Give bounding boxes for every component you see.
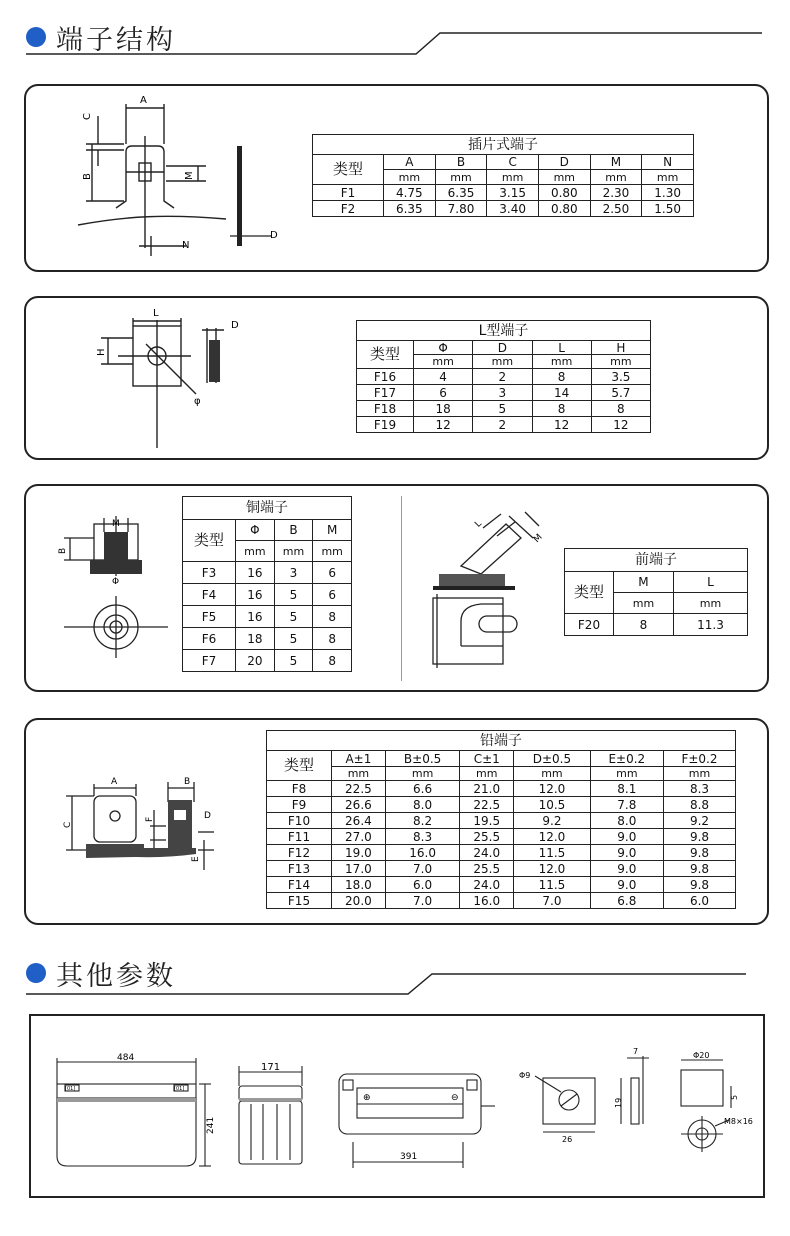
label-m: M [532,532,545,545]
dim-length: 484 [117,1053,135,1063]
table-cell: 8 [313,650,352,672]
lead-terminal-table [266,730,736,909]
label-c: C [63,821,73,828]
unit-cell: mm [590,170,642,185]
table-cell: 4 [414,369,473,385]
col-header: B [274,520,313,541]
label-d: D [270,230,278,241]
row-type: F18 [357,401,414,417]
table-cell: 3.40 [487,201,539,217]
row-type: F14 [267,877,332,893]
unit-cell: mm [236,541,275,562]
unit-cell: mm [673,593,747,614]
unit-cell: mm [384,170,436,185]
table-cell: 6.35 [435,185,487,201]
col-header: D [538,155,590,170]
table-cell: 12.0 [514,829,591,845]
table-caption: 铅端子 [267,731,736,751]
table-cell: 10.5 [514,797,591,813]
row-type: F12 [267,845,332,861]
unit-cell: mm [332,767,386,781]
col-header: C [487,155,539,170]
table-row [267,797,736,813]
table-cell: 18 [414,401,473,417]
positive-terminal-icon: ⊕ [363,1093,371,1103]
table-cell: 6 [313,562,352,584]
table-row [183,562,352,584]
col-header: M [614,572,674,593]
panel-copper-front-terminal [24,484,769,692]
table-cell: 12.0 [514,861,591,877]
table-row [183,628,352,650]
type-header: 类型 [565,572,614,614]
table-cell: 16 [236,584,275,606]
table-cell: 9.0 [590,829,663,845]
table-cell: 6 [414,385,473,401]
col-header: B±0.5 [385,751,460,767]
copper-terminal-diagram [26,486,186,686]
table-cell: 12 [414,417,473,433]
section-title: 其他参数 [56,961,176,992]
table-cell: 5 [274,606,313,628]
table-cell: 11.5 [514,877,591,893]
table-row [267,861,736,877]
col-header: N [642,155,694,170]
table-cell: 3 [274,562,313,584]
l-terminal-diagram [26,298,346,458]
row-type: F4 [183,584,236,606]
table-cell: 8.2 [385,813,460,829]
table-row [267,893,736,909]
table-cell: 7.0 [385,861,460,877]
table-row [267,877,736,893]
table-cell: 9.8 [663,877,735,893]
table-cell: 5 [274,584,313,606]
table-cell: 17.0 [332,861,386,877]
l-terminal-table [356,320,651,433]
unit-cell: mm [590,767,663,781]
table-cell: 16 [236,562,275,584]
table-cell: 2 [473,369,532,385]
lead-terminal-diagram [26,720,266,920]
col-header: C±1 [460,751,514,767]
col-header: A [384,155,436,170]
row-type: F5 [183,606,236,628]
label-a: A [140,95,147,106]
type-header: 类型 [183,520,236,562]
table-cell: 3.15 [487,185,539,201]
label-d: D [204,811,211,821]
row-type: F2 [313,201,384,217]
table-cell: 18 [236,628,275,650]
table-cell: 9.8 [663,845,735,861]
table-cell: 25.5 [460,861,514,877]
unit-cell: mm [473,355,532,369]
table-cell: 19.0 [332,845,386,861]
table-row [267,781,736,797]
unit-cell: mm [274,541,313,562]
label-phi: φ [194,396,201,407]
table-cell: 8.3 [663,781,735,797]
table-row [183,584,352,606]
table-row [357,417,651,433]
terminal-tag-right: [01] [174,1086,185,1092]
row-type: F13 [267,861,332,877]
label-a: A [111,777,118,787]
label-m: M [184,171,195,180]
table-row [357,369,651,385]
label-n: N [182,240,190,251]
row-type: F10 [267,813,332,829]
col-header: M [590,155,642,170]
table-cell: 12 [532,417,591,433]
table-cell: 24.0 [460,877,514,893]
dimension-drawing-frame [29,1014,765,1198]
table-cell: 1.50 [642,201,694,217]
table-cell: 7.80 [435,201,487,217]
label-b: B [82,173,93,180]
table-cell: 0.80 [538,201,590,217]
table-row [183,606,352,628]
unit-cell: mm [532,355,591,369]
label-e: E [191,856,201,862]
table-row [565,614,748,636]
table-cell: 6.0 [663,893,735,909]
unit-cell: mm [414,355,473,369]
unit-cell: mm [514,767,591,781]
col-header: F±0.2 [663,751,735,767]
col-header: L [532,341,591,355]
table-cell: 19.5 [460,813,514,829]
copper-terminal-table [182,496,352,672]
row-type: F3 [183,562,236,584]
unit-cell: mm [642,170,694,185]
table-cell: 5 [274,628,313,650]
row-type: F8 [267,781,332,797]
table-cell: 22.5 [460,797,514,813]
table-cell: 9.2 [514,813,591,829]
table-row [267,813,736,829]
label-b: B [58,547,68,554]
terminal-tag-left: [01] [65,1086,76,1092]
table-cell: 8 [313,606,352,628]
dim-terminal-height: 19 [614,1097,623,1108]
label-b: B [184,777,191,787]
table-cell: 8.0 [385,797,460,813]
front-terminal-table [564,548,748,636]
label-phi: Φ [112,577,120,587]
dim-terminal-width: 26 [562,1135,573,1144]
table-cell: 0.80 [538,185,590,201]
table-cell: 9.0 [590,877,663,893]
front-terminal-diagram [421,486,561,686]
insert-terminal-table [312,134,694,217]
table-cell: 7.0 [385,893,460,909]
table-cell: 5 [473,401,532,417]
col-header: D [473,341,532,355]
row-type: F19 [357,417,414,433]
row-type: F7 [183,650,236,672]
table-cell: 9.0 [590,861,663,877]
table-cell: 20.0 [332,893,386,909]
col-header: Φ [414,341,473,355]
table-cell: 11.3 [673,614,747,636]
type-header: 类型 [267,751,332,781]
table-cell: 8 [614,614,674,636]
table-cell: 21.0 [460,781,514,797]
unit-cell: mm [435,170,487,185]
table-cell: 16.0 [460,893,514,909]
section-header-structure [0,0,790,60]
panel-lead-terminal [24,718,769,925]
label-m: M [112,519,120,529]
table-cell: 6.6 [385,781,460,797]
row-type: F11 [267,829,332,845]
table-cell: 9.8 [663,861,735,877]
table-cell: 8 [532,369,591,385]
col-header: E±0.2 [590,751,663,767]
dim-inner-length: 391 [400,1152,418,1162]
col-header: Φ [236,520,275,541]
negative-terminal-icon: ⊖ [451,1093,459,1103]
table-cell: 6 [313,584,352,606]
table-cell: 5 [274,650,313,672]
table-cell: 9.2 [663,813,735,829]
table-cell: 3 [473,385,532,401]
table-row [183,650,352,672]
table-cell: 18.0 [332,877,386,893]
row-type: F9 [267,797,332,813]
table-row [313,185,694,201]
dim-bolt-diameter: Φ20 [693,1051,710,1060]
vertical-divider [401,496,402,681]
row-type: F15 [267,893,332,909]
table-cell: 6.35 [384,201,436,217]
panel-insert-terminal [24,84,769,272]
table-cell: 26.6 [332,797,386,813]
table-caption: 插片式端子 [313,135,694,155]
header-rule [0,0,790,60]
table-row [267,845,736,861]
table-cell: 9.0 [590,845,663,861]
section-title: 端子结构 [56,25,176,56]
label-d: D [231,320,239,331]
label-h: H [96,348,107,356]
table-cell: 14 [532,385,591,401]
panel-l-terminal [24,296,769,460]
table-cell: 16.0 [385,845,460,861]
table-caption: L型端子 [357,321,651,341]
table-row [357,385,651,401]
dim-bolt-height: 5 [730,1094,739,1100]
dim-terminal-hole: Φ9 [519,1071,531,1080]
table-cell: 2.30 [590,185,642,201]
table-cell: 8.0 [590,813,663,829]
row-type: F17 [357,385,414,401]
table-cell: 8.8 [663,797,735,813]
table-cell: 6.0 [385,877,460,893]
unit-cell: mm [487,170,539,185]
label-l: L [153,308,159,319]
table-cell: 8.3 [385,829,460,845]
dim-height: 241 [206,1116,216,1134]
table-cell: 7.0 [514,893,591,909]
table-cell: 27.0 [332,829,386,845]
table-cell: 2.50 [590,201,642,217]
table-cell: 6.8 [590,893,663,909]
table-cell: 8 [313,628,352,650]
dim-bolt-spec: M8×16 [724,1117,753,1126]
insert-terminal-diagram [26,86,326,271]
col-header: D±0.5 [514,751,591,767]
table-cell: 24.0 [460,845,514,861]
label-f: F [145,816,155,822]
table-cell: 1.30 [642,185,694,201]
type-header: 类型 [357,341,414,369]
col-header: H [591,341,650,355]
table-cell: 12.0 [514,781,591,797]
table-cell: 11.5 [514,845,591,861]
table-cell: 12 [591,417,650,433]
table-cell: 2 [473,417,532,433]
header-rule [0,942,790,1002]
unit-cell: mm [614,593,674,614]
dim-width: 171 [261,1062,281,1073]
table-cell: 8.1 [590,781,663,797]
type-header: 类型 [313,155,384,185]
table-cell: 3.5 [591,369,650,385]
label-l: L [473,519,484,530]
table-cell: 5.7 [591,385,650,401]
row-type: F6 [183,628,236,650]
row-type: F16 [357,369,414,385]
table-caption: 前端子 [565,549,748,572]
table-cell: 22.5 [332,781,386,797]
col-header: M [313,520,352,541]
table-cell: 20 [236,650,275,672]
unit-cell: mm [591,355,650,369]
col-header: A±1 [332,751,386,767]
table-cell: 8 [532,401,591,417]
row-type: F1 [313,185,384,201]
dim-terminal-thickness: 7 [633,1047,639,1056]
col-header: L [673,572,747,593]
unit-cell: mm [663,767,735,781]
table-cell: 26.4 [332,813,386,829]
unit-cell: mm [385,767,460,781]
table-cell: 7.8 [590,797,663,813]
table-caption: 铜端子 [183,497,352,520]
unit-cell: mm [313,541,352,562]
table-cell: 25.5 [460,829,514,845]
label-c: C [82,113,93,120]
col-header: B [435,155,487,170]
table-row [267,829,736,845]
table-cell: 4.75 [384,185,436,201]
unit-cell: mm [460,767,514,781]
table-cell: 16 [236,606,275,628]
table-row [313,201,694,217]
unit-cell: mm [538,170,590,185]
table-cell: 8 [591,401,650,417]
table-cell: 9.8 [663,829,735,845]
dimension-drawing [31,1016,763,1196]
table-row [357,401,651,417]
row-type: F20 [565,614,614,636]
section-header-other [0,942,790,1002]
